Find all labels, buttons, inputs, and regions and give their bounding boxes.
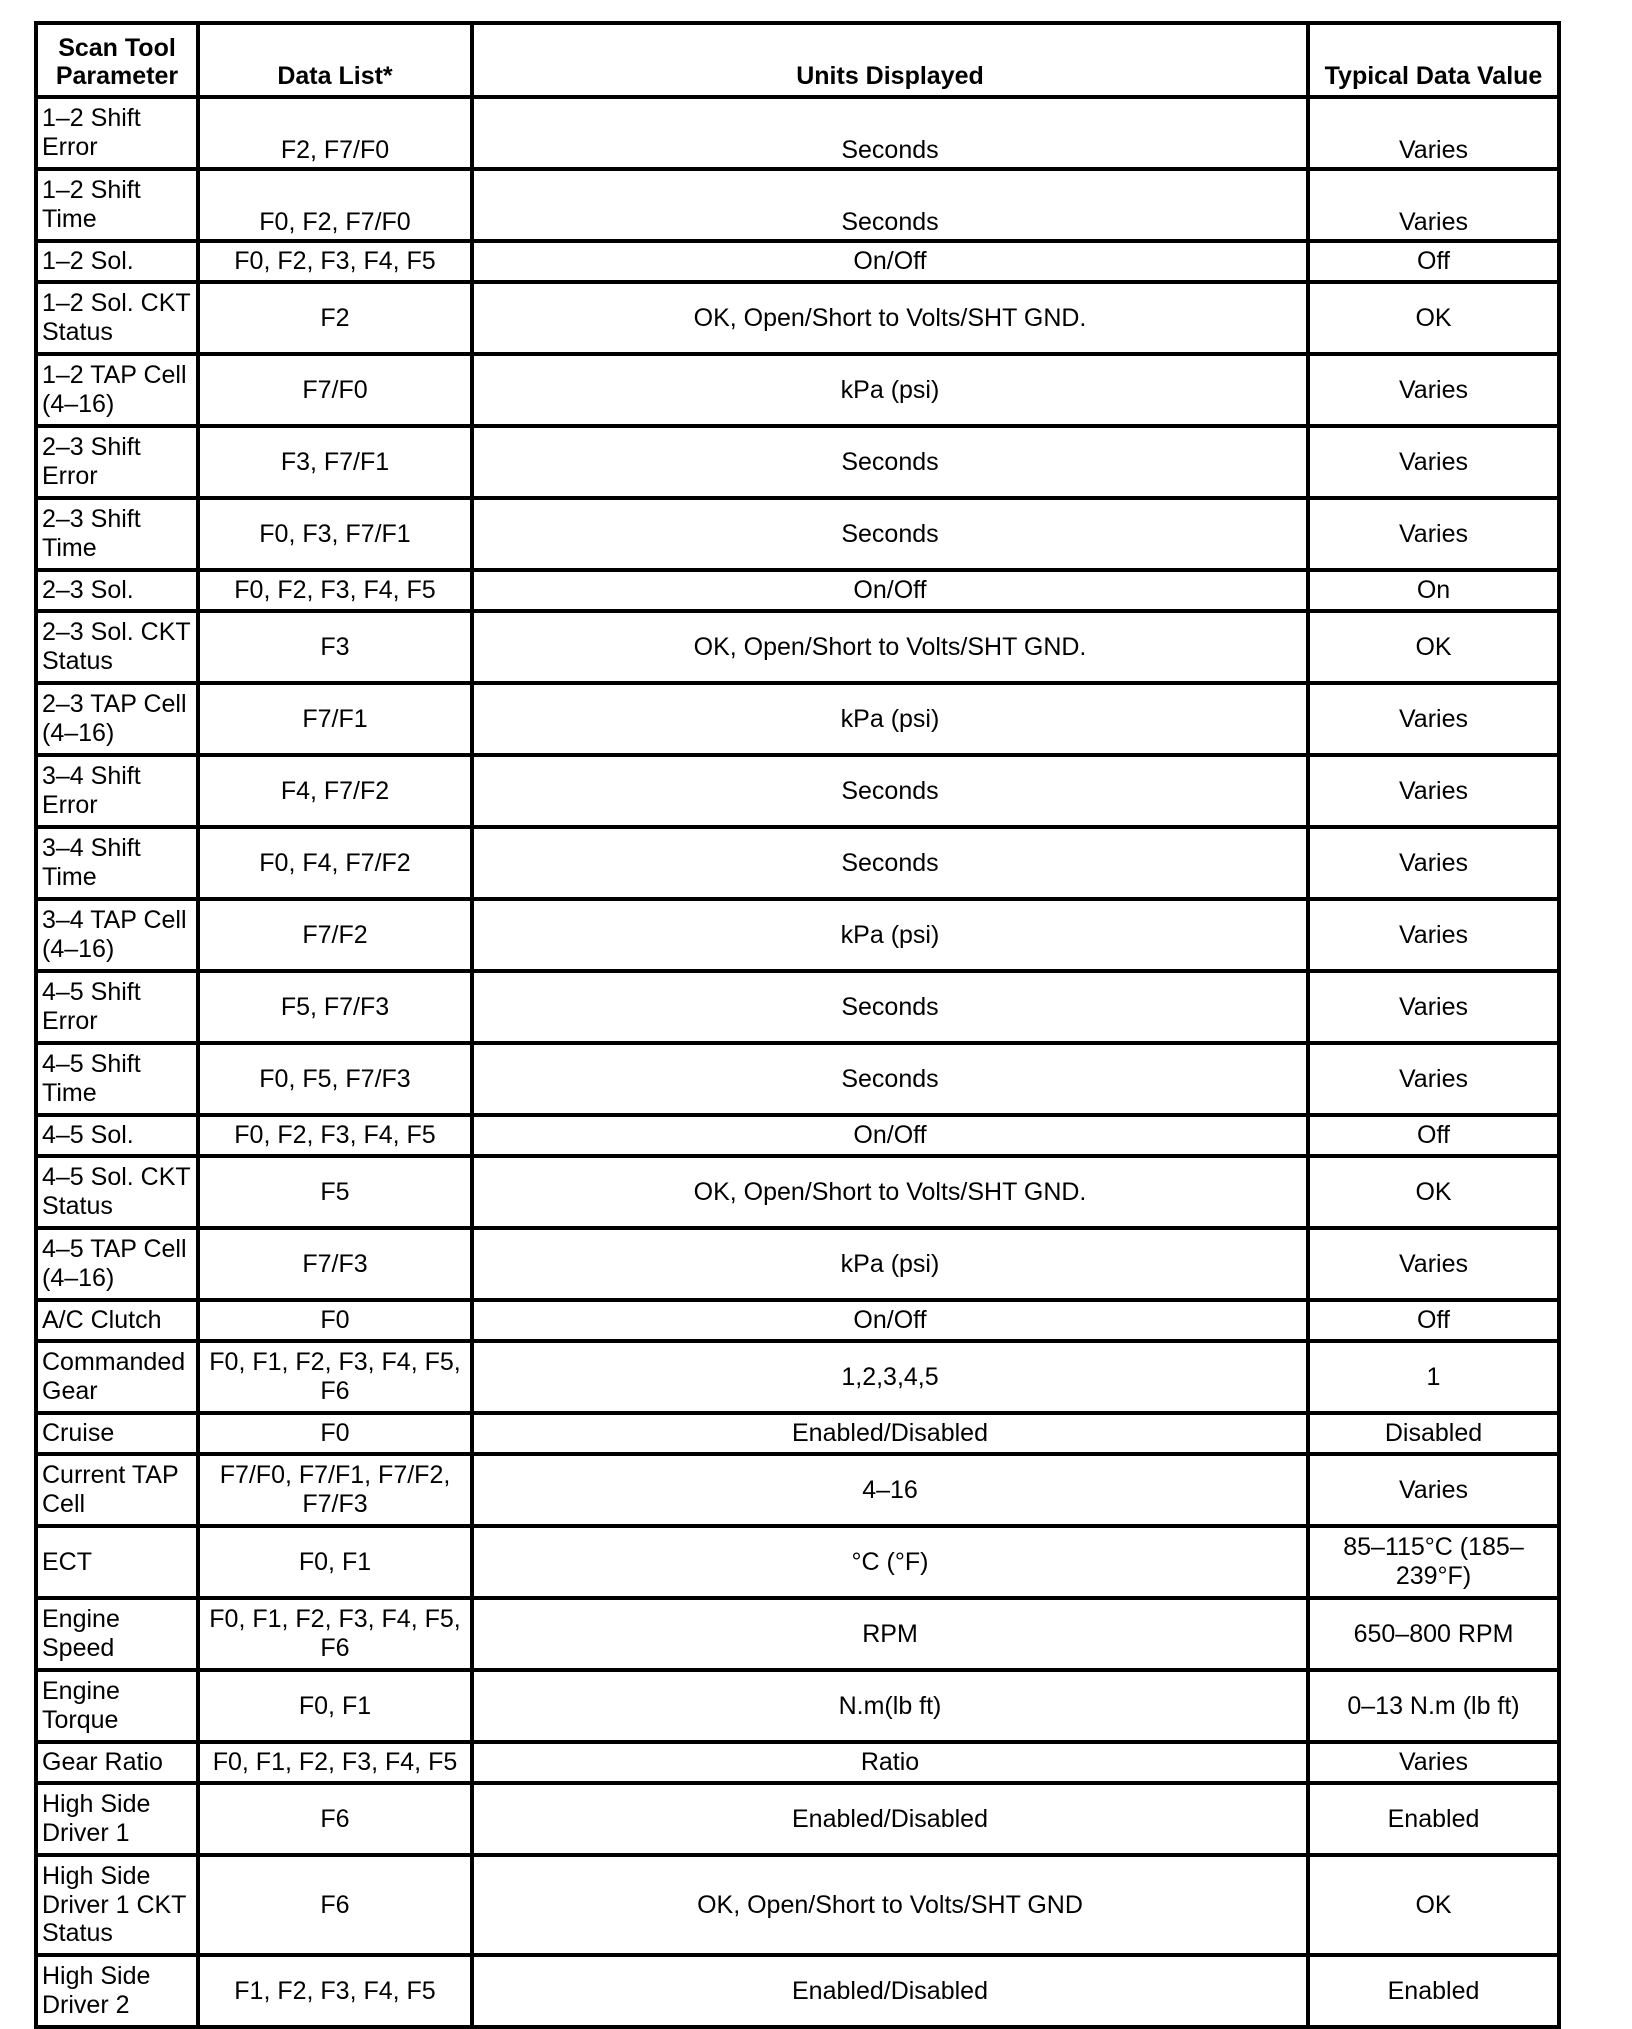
- table-row: [36, 971, 1559, 1043]
- parameter-cell: 3–4 Shift Time: [36, 827, 198, 899]
- parameter-cell: 1–2 Sol. CKT Status: [36, 282, 198, 354]
- data-list-cell: F0, F1: [198, 1526, 472, 1598]
- table-row: [36, 1955, 1559, 2027]
- parameter-cell: 2–3 Shift Error: [36, 426, 198, 498]
- units-cell: On/Off: [472, 241, 1308, 282]
- data-list-cell: F0, F2, F7/F0: [198, 169, 472, 241]
- scan-tool-parameter-table: [34, 21, 1561, 2029]
- table-row: [36, 1598, 1559, 1670]
- units-cell: Enabled/Disabled: [472, 1955, 1308, 2027]
- parameter-cell: 4–5 Shift Error: [36, 971, 198, 1043]
- typical-value-cell: Varies: [1308, 827, 1559, 899]
- table-row: [36, 827, 1559, 899]
- typical-value-cell: Off: [1308, 1300, 1559, 1341]
- typical-value-cell: Varies: [1308, 1454, 1559, 1526]
- data-list-cell: F3: [198, 611, 472, 683]
- table-row: [36, 1413, 1559, 1454]
- units-cell: On/Off: [472, 1115, 1308, 1156]
- table-row: [36, 1454, 1559, 1526]
- units-cell: 1,2,3,4,5: [472, 1341, 1308, 1413]
- data-list-cell: F0: [198, 1413, 472, 1454]
- header-units-displayed: Units Displayed: [472, 23, 1308, 97]
- parameter-cell: Current TAP Cell: [36, 1454, 198, 1526]
- parameter-cell: 4–5 Sol. CKT Status: [36, 1156, 198, 1228]
- data-list-cell: F7/F1: [198, 683, 472, 755]
- units-cell: RPM: [472, 1598, 1308, 1670]
- units-cell: Seconds: [472, 97, 1308, 169]
- units-cell: kPa (psi): [472, 683, 1308, 755]
- table-row: [36, 282, 1559, 354]
- typical-value-cell: OK: [1308, 1156, 1559, 1228]
- parameter-cell: 1–2 Sol.: [36, 241, 198, 282]
- data-list-cell: F0, F4, F7/F2: [198, 827, 472, 899]
- data-list-cell: F7/F3: [198, 1228, 472, 1300]
- typical-value-cell: Varies: [1308, 1043, 1559, 1115]
- table-row: [36, 611, 1559, 683]
- data-list-cell: F0, F2, F3, F4, F5: [198, 241, 472, 282]
- typical-value-cell: Varies: [1308, 1742, 1559, 1783]
- parameter-cell: 2–3 Sol.: [36, 570, 198, 611]
- parameter-cell: Cruise: [36, 1413, 198, 1454]
- typical-value-cell: OK: [1308, 611, 1559, 683]
- data-list-cell: F4, F7/F2: [198, 755, 472, 827]
- parameter-cell: 4–5 Shift Time: [36, 1043, 198, 1115]
- data-list-cell: F0, F5, F7/F3: [198, 1043, 472, 1115]
- units-cell: kPa (psi): [472, 354, 1308, 426]
- typical-value-cell: Varies: [1308, 426, 1559, 498]
- typical-value-cell: Varies: [1308, 354, 1559, 426]
- typical-value-cell: Varies: [1308, 1228, 1559, 1300]
- units-cell: °C (°F): [472, 1526, 1308, 1598]
- table-row: [36, 241, 1559, 282]
- table-row: [36, 683, 1559, 755]
- parameter-cell: High Side Driver 2: [36, 1955, 198, 2027]
- data-list-cell: F2: [198, 282, 472, 354]
- units-cell: Enabled/Disabled: [472, 1413, 1308, 1454]
- table-row: [36, 1855, 1559, 1955]
- units-cell: On/Off: [472, 1300, 1308, 1341]
- typical-value-cell: Varies: [1308, 899, 1559, 971]
- parameter-cell: 1–2 TAP Cell (4–16): [36, 354, 198, 426]
- table-row: [36, 354, 1559, 426]
- units-cell: Seconds: [472, 755, 1308, 827]
- units-cell: kPa (psi): [472, 1228, 1308, 1300]
- units-cell: OK, Open/Short to Volts/SHT GND: [472, 1855, 1308, 1955]
- data-list-cell: F5, F7/F3: [198, 971, 472, 1043]
- typical-value-cell: On: [1308, 570, 1559, 611]
- data-list-cell: F5: [198, 1156, 472, 1228]
- data-list-cell: F0, F1, F2, F3, F4, F5, F6: [198, 1598, 472, 1670]
- table-row: [36, 97, 1559, 169]
- typical-value-cell: Varies: [1308, 169, 1559, 241]
- table-row: [36, 1742, 1559, 1783]
- parameter-cell: ECT: [36, 1526, 198, 1598]
- units-cell: OK, Open/Short to Volts/SHT GND.: [472, 282, 1308, 354]
- typical-value-cell: Varies: [1308, 97, 1559, 169]
- data-list-cell: F6: [198, 1783, 472, 1855]
- units-cell: OK, Open/Short to Volts/SHT GND.: [472, 1156, 1308, 1228]
- data-list-cell: F7/F2: [198, 899, 472, 971]
- data-list-cell: F2, F7/F0: [198, 97, 472, 169]
- parameter-cell: 1–2 Shift Error: [36, 97, 198, 169]
- typical-value-cell: OK: [1308, 282, 1559, 354]
- parameter-cell: 2–3 Sol. CKT Status: [36, 611, 198, 683]
- table-row: [36, 1115, 1559, 1156]
- data-list-cell: F7/F0: [198, 354, 472, 426]
- data-list-cell: F0, F2, F3, F4, F5: [198, 570, 472, 611]
- header-row: [36, 23, 1559, 97]
- parameter-cell: 1–2 Shift Time: [36, 169, 198, 241]
- table-row: [36, 1526, 1559, 1598]
- table-row: [36, 755, 1559, 827]
- typical-value-cell: Varies: [1308, 683, 1559, 755]
- units-cell: On/Off: [472, 570, 1308, 611]
- units-cell: kPa (psi): [472, 899, 1308, 971]
- table-row: [36, 1156, 1559, 1228]
- parameter-cell: 2–3 TAP Cell (4–16): [36, 683, 198, 755]
- table-row: [36, 570, 1559, 611]
- units-cell: OK, Open/Short to Volts/SHT GND.: [472, 611, 1308, 683]
- table-row: [36, 1300, 1559, 1341]
- parameter-cell: Commanded Gear: [36, 1341, 198, 1413]
- typical-value-cell: OK: [1308, 1855, 1559, 1955]
- typical-value-cell: Varies: [1308, 971, 1559, 1043]
- units-cell: Seconds: [472, 827, 1308, 899]
- data-list-cell: F6: [198, 1855, 472, 1955]
- parameter-cell: 4–5 TAP Cell (4–16): [36, 1228, 198, 1300]
- data-list-cell: F3, F7/F1: [198, 426, 472, 498]
- header-parameter: Scan Tool Parameter: [36, 23, 198, 97]
- parameter-cell: High Side Driver 1: [36, 1783, 198, 1855]
- data-list-cell: F0, F3, F7/F1: [198, 498, 472, 570]
- table-row: [36, 1670, 1559, 1742]
- typical-value-cell: 0–13 N.m (lb ft): [1308, 1670, 1559, 1742]
- table-row: [36, 426, 1559, 498]
- parameter-cell: A/C Clutch: [36, 1300, 198, 1341]
- units-cell: Enabled/Disabled: [472, 1783, 1308, 1855]
- table-row: [36, 169, 1559, 241]
- units-cell: Seconds: [472, 498, 1308, 570]
- typical-value-cell: Varies: [1308, 755, 1559, 827]
- table-row: [36, 498, 1559, 570]
- units-cell: 4–16: [472, 1454, 1308, 1526]
- typical-value-cell: 85–115°C (185–239°F): [1308, 1526, 1559, 1598]
- typical-value-cell: Enabled: [1308, 1955, 1559, 2027]
- typical-value-cell: Disabled: [1308, 1413, 1559, 1454]
- data-list-cell: F0, F1: [198, 1670, 472, 1742]
- table-row: [36, 1783, 1559, 1855]
- table-row: [36, 1043, 1559, 1115]
- header-data-list: Data List*: [198, 23, 472, 97]
- data-list-cell: F1, F2, F3, F4, F5: [198, 1955, 472, 2027]
- table-row: [36, 899, 1559, 971]
- table-row: [36, 1228, 1559, 1300]
- parameter-cell: Engine Speed: [36, 1598, 198, 1670]
- units-cell: Seconds: [472, 1043, 1308, 1115]
- units-cell: Seconds: [472, 169, 1308, 241]
- data-list-cell: F0: [198, 1300, 472, 1341]
- parameter-cell: 4–5 Sol.: [36, 1115, 198, 1156]
- parameter-cell: 3–4 Shift Error: [36, 755, 198, 827]
- table-row: [36, 1341, 1559, 1413]
- parameter-cell: Engine Torque: [36, 1670, 198, 1742]
- units-cell: Ratio: [472, 1742, 1308, 1783]
- typical-value-cell: Enabled: [1308, 1783, 1559, 1855]
- header-typical-data-value: Typical Data Value: [1308, 23, 1559, 97]
- units-cell: N.m(lb ft): [472, 1670, 1308, 1742]
- data-list-cell: F0, F1, F2, F3, F4, F5, F6: [198, 1341, 472, 1413]
- data-list-cell: F0, F1, F2, F3, F4, F5: [198, 1742, 472, 1783]
- parameter-cell: 3–4 TAP Cell (4–16): [36, 899, 198, 971]
- typical-value-cell: 1: [1308, 1341, 1559, 1413]
- data-list-cell: F0, F2, F3, F4, F5: [198, 1115, 472, 1156]
- typical-value-cell: Off: [1308, 241, 1559, 282]
- parameter-cell: 2–3 Shift Time: [36, 498, 198, 570]
- parameter-cell: Gear Ratio: [36, 1742, 198, 1783]
- typical-value-cell: 650–800 RPM: [1308, 1598, 1559, 1670]
- units-cell: Seconds: [472, 426, 1308, 498]
- typical-value-cell: Off: [1308, 1115, 1559, 1156]
- typical-value-cell: Varies: [1308, 498, 1559, 570]
- data-list-cell: F7/F0, F7/F1, F7/F2, F7/F3: [198, 1454, 472, 1526]
- parameter-cell: High Side Driver 1 CKT Status: [36, 1855, 198, 1955]
- units-cell: Seconds: [472, 971, 1308, 1043]
